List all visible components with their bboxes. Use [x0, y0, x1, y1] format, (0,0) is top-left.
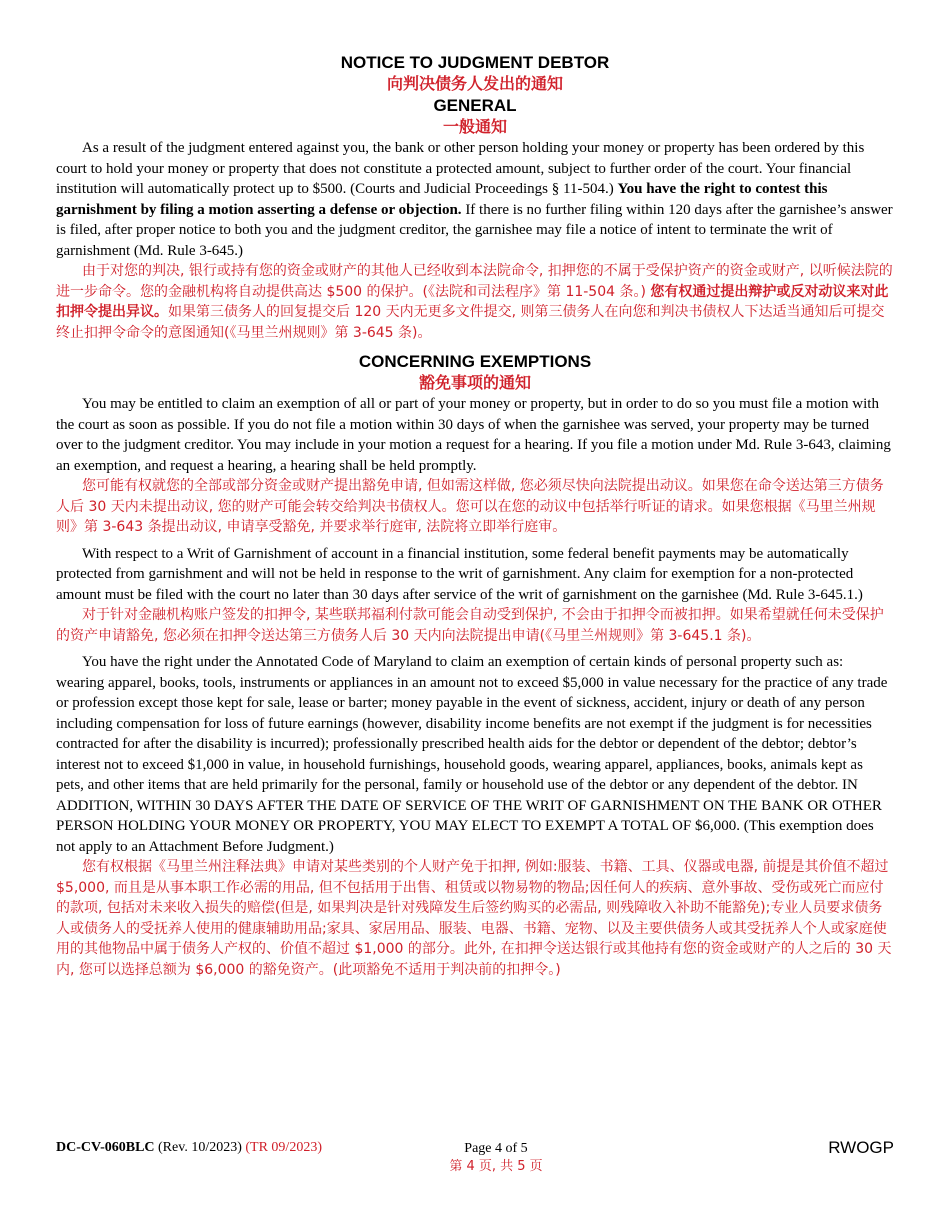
section-heading-exemptions-zh: 豁免事项的通知 [418, 373, 531, 392]
page-title: NOTICE TO JUDGMENT DEBTOR [340, 53, 610, 72]
page-title-zh: 向判决债务人发出的通知 [386, 74, 563, 93]
page-footer [56, 1140, 894, 1180]
form-id: DC-CV-060BLC (Rev. 10/2023) (TR 09/2023) [56, 1140, 322, 1155]
section-heading-general-zh: 一般通知 [442, 117, 507, 136]
exemptions-paragraph-2: With respect to a Writ of Garnishment of account in a financial institution, some federal benefit payments may be automatically protected from garnishment and will not be held in response to the writ of garnishment. Any claim for exemption for a non-protected amount must be filed with the court no later than 30 days after service of the writ of garnishment on the garnishee (Md. Rule 3-645.1.) [56, 545, 863, 603]
exemptions-paragraph-3: You have the right under the Annotated Code of Maryland to claim an exemption of certain kinds of personal property such as: wearing apparel, books, tools, instruments or appliances in an amount not to exceed $5,000 in value necessary for the practice of any trade or profession except those kept for sale, lease or barter; money payable in the event of sickness, accident, injury or death of any person including compensation for loss of future earnings (however, disability income benefits are not exempt if the judgment is for necessities contracted for after the disability is incurred); professionally prescribed health aids for the debtor or dependent of the debtor; debtor’s interest not to exceed $1,000 in value, in household furnishings, household goods, wearing apparel, appliances, books, animals kept as pets, and other items that are held primarily for the personal, family or household use of the debtor or any dependent of the debtor. IN ADDITION, WITHIN 30 DAYS AFTER THE DATE OF SERVICE OF THE WRIT OF GARNISHMENT ON THE BANK OR OTHER PERSON HOLDING YOUR MONEY OR PROPERTY, YOU MAY ELECT TO EXEMPT A TOTAL OF $6,000. (This exemption does not apply to an Attachment Before Judgment.) [56, 654, 888, 855]
document-page [56, 52, 894, 980]
form-code: RWOGP [828, 1138, 894, 1157]
page-number: Page 4 of 5 第 4 页, 共 5 页 [449, 1141, 543, 1174]
general-paragraph: As a result of the judgment entered against you, the bank or other person holding your money or property has been ordered by this court to hold your money or property that does not constitute a protected amount, subject to further order of the court. Your financial institution will automatically protect up to $500. (Courts and Judicial Proceedings § 11-504.) You have the right to contest this garnishment by filing a motion asserting a defense or objection. If there is no further filing within 120 days after the garnishee’s answer is filed, after proper notice to both you and the judgment creditor, the garnishee may file a notice of intent to terminate the writ of garnishment (Md. Rule 3-645.) [56, 140, 893, 259]
section-heading-exemptions: CONCERNING EXEMPTIONS [358, 352, 592, 371]
exemptions-paragraph-1-zh: 您可能有权就您的全部或部分资金或财产提出豁免申请, 但如需这样做, 您必须尽快向法院提出动议。如果您在命令送达第三方债务人后 30 天内未提出动议, 您的财产可能会转交给判决书债权人。您可以在您的动议中包括举行听证的请求。如果您根据《马里兰州规则》第 3-643 条提出动议, 申请享受豁免, 并要求举行庭审, 法院将立即举行庭审。 [56, 478, 884, 535]
exemptions-paragraph-2-zh: 对于针对金融机构账户签发的扣押令, 某些联邦福利付款可能会自动受到保护, 不会由于扣押令而被扣押。如果希望就任何未受保护的资产申请豁免, 您必须在扣押令送达第三方债务人后 30 天内向法院提出申请(《马里兰州规则》第 3-645.1 条)。 [56, 607, 884, 644]
exemptions-paragraph-3-zh: 您有权根据《马里兰州注释法典》申请对某些类别的个人财产免于扣押, 例如:服装、书籍、工具、仪器或电器, 前提是其价值不超过 $5,000, 而且是从事本职工作必需的用品, 但不包括用于出售、租赁或以物易物的物品;因任何人的疾病、意外事故、受伤或死亡而应付的款项, 包括对未来收入损失的赔偿(但是, 如果判决是针对残障发生后签约购买的必需品, 则残障收入补助不能豁免);专业人员要求债务人或债务人的受抚养人使用的健康辅助用品;家具、家居用品、服装、电器、书籍、宠物、以及主要供债务人或其受抚养人个人或家庭使用的其他物品中属于债务人产权的、价值不超过 $1,000 的部分。此外, 在扣押令送达银行或其他持有您的资金或财产的人之后的 30 天内, 您可以选择总额为 $6,000 的豁免资产。(此项豁免不适用于判决前的扣押令。) [56, 859, 892, 978]
exemptions-paragraph-1: You may be entitled to claim an exemption of all or part of your money or property, but in order to do so you must file a motion with the court as soon as possible. If you do not file a motion within 30 days of when the garnishee was served, your property may be turned over to the judgment creditor. You may include in your motion a request for a hearing. If you file a motion under Md. Rule 3-643, claiming an exemption, and request a hearing, a hearing shall be held promptly. [56, 396, 891, 474]
general-paragraph-zh: 由于对您的判决, 银行或持有您的资金或财产的其他人已经收到本法院命令, 扣押您的不属于受保护资产的资金或财产, 以听候法院的进一步命令。您的金融机构将自动提供高达 $500 的保护。(《法院和司法程序》第 11-504 条。) 您有权通过提出辩护或反对动议来对此扣押令提出异议。如果第三债务人的回复提交后 120 天内无更多文件提交, 则第三债务人在向您和判决书债权人下达适当通知后可提交终止扣押令命令的意图通知(《马里兰州规则》第 3-645 条)。 [56, 263, 893, 341]
section-heading-general: GENERAL [433, 96, 517, 115]
